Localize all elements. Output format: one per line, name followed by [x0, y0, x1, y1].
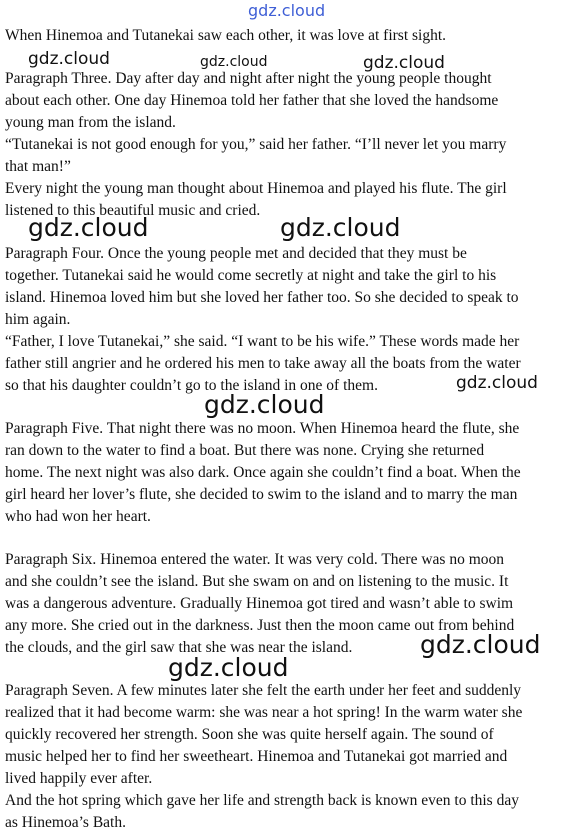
text-line: so that his daughter couldn’t go to the island in one of them.	[5, 377, 378, 394]
text-line: was a dangerous adventure. Gradually Hinemoa got tired and wasn’t able to swim	[5, 595, 514, 612]
watermark: gdz.cloud	[420, 630, 541, 659]
text-line: quickly recovered her strength. Soon she was quite herself again. The sound of	[5, 726, 494, 743]
watermark: gdz.cloud	[456, 373, 538, 393]
text-line: the clouds, and the girl saw that she was near the island.	[5, 639, 353, 656]
text-line: together. Tutanekai said he would come secretly at night and take the girl to his	[5, 267, 497, 284]
text-line: When Hinemoa and Tutanekai saw each other, it was love at first sight.	[5, 27, 447, 44]
watermark: gdz.cloud	[280, 213, 401, 242]
text-line: Paragraph Seven. A few minutes later she felt the earth under her feet and suddenly	[5, 682, 522, 699]
text-line: island. Hinemoa loved him but she loved her father too. So she decided to speak to	[5, 289, 519, 306]
text-line: that man!”	[5, 158, 71, 175]
text-line: him again.	[5, 311, 71, 328]
text-line: Paragraph Five. That night there was no moon. When Hinemoa heard the flute, she	[5, 420, 520, 437]
text-line: “Tutanekai is not good enough for you,” said her father. “I’ll never let you marry	[5, 136, 507, 153]
text-line: ran down to the water to find a boat. But there was none. Crying she returned	[5, 442, 485, 459]
text-line: home. The next night was also dark. Once again she couldn’t find a boat. When the	[5, 464, 521, 481]
text-line: girl heard her lover’s flute, she decided to swim to the island and to marry the man	[5, 486, 518, 503]
text-line: who had won her heart.	[5, 508, 151, 525]
text-line: Paragraph Six. Hinemoa entered the water. It was very cold. There was no moon	[5, 551, 505, 568]
text-line: and she couldn’t see the island. But she swam on and on listening to the music. It	[5, 573, 509, 590]
text-line: as Hinemoa’s Bath.	[5, 814, 126, 831]
text-line: Paragraph Three. Day after day and night after night the young people thought	[5, 70, 492, 87]
watermark: gdz.cloud	[363, 53, 445, 73]
header-watermark: gdz.cloud	[248, 1, 326, 20]
watermark: gdz.cloud	[28, 213, 149, 242]
text-line: Paragraph Four. Once the young people met and decided that they must be	[5, 245, 467, 262]
watermark: gdz.cloud	[200, 54, 268, 70]
watermark: gdz.cloud	[204, 390, 325, 419]
text-line: “Father, I love Tutanekai,” she said. “I want to be his wife.” These words made her	[5, 333, 520, 350]
text-line: father still angrier and he ordered his men to take away all the boats from the water	[5, 355, 521, 372]
text-line: young man from the island.	[5, 114, 176, 131]
text-line: any more. She cried out in the darkness. Just then the moon came out from behind	[5, 617, 515, 634]
watermark: gdz.cloud	[28, 49, 110, 69]
text-line: listened to this beautiful music and cried.	[5, 202, 261, 219]
text-line: music helped her to find her sweetheart. Hinemoa and Tutanekai got married and	[5, 748, 508, 765]
watermark: gdz.cloud	[168, 653, 289, 682]
text-line: realized that it had become warm: she was near a hot spring! In the warm water she	[5, 704, 523, 721]
text-line: lived happily ever after.	[5, 770, 153, 787]
text-line: Every night the young man thought about Hinemoa and played his flute. The girl	[5, 180, 507, 197]
text-line: And the hot spring which gave her life and strength back is known even to this day	[5, 792, 519, 809]
text-line: about each other. One day Hinemoa told her father that she loved the handsome	[5, 92, 499, 109]
